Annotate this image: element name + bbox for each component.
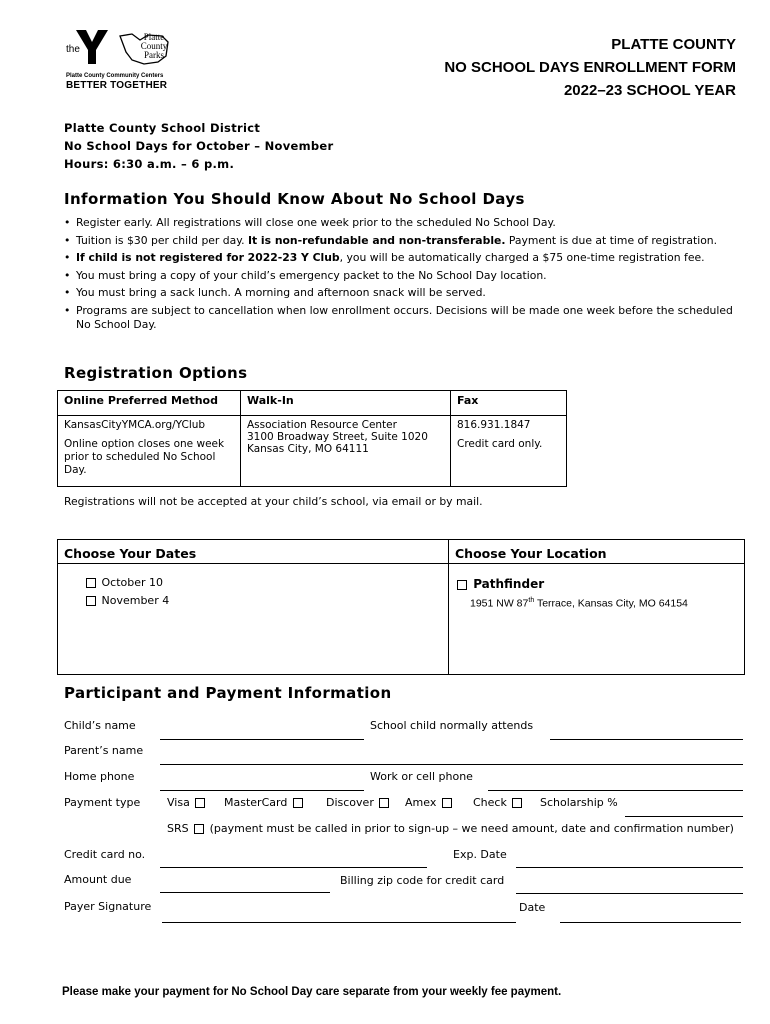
- walkin-cell: [241, 416, 451, 487]
- payer-signature-field[interactable]: [162, 922, 516, 923]
- exp-date-label: Exp. Date: [453, 848, 507, 861]
- info-bullet: • Programs are subject to cancellation when low enrollment occurs. Decisions will be made one week before the scheduled No School Day.: [64, 304, 744, 332]
- fax-cell: [451, 416, 567, 487]
- checkbox-icon[interactable]: [457, 580, 467, 590]
- pay-option-check[interactable]: Check: [473, 796, 524, 809]
- pay-option-discover[interactable]: Discover: [326, 796, 391, 809]
- choose-divider: [448, 539, 449, 674]
- logo-tagline: BETTER TOGETHER: [66, 80, 168, 91]
- dates-heading: Choose Your Dates: [64, 546, 197, 561]
- date-label: October 10: [101, 576, 164, 589]
- district-name: Platte County School District: [64, 121, 261, 135]
- location-option-pathfinder[interactable]: [455, 577, 544, 591]
- registration-heading: Registration Options: [64, 364, 248, 382]
- checkbox-icon[interactable]: [379, 798, 389, 808]
- billing-zip-label: Billing zip code for credit card: [340, 874, 505, 887]
- checkbox-icon[interactable]: [512, 798, 522, 808]
- payer-signature-label: Payer Signature: [64, 900, 152, 913]
- district-hours: Hours: 6:30 a.m. – 6 p.m.: [64, 157, 235, 171]
- location-name: Pathfinder: [473, 577, 545, 591]
- fax-number: 816.931.1847: [457, 419, 531, 431]
- form-title-line1: PLATTE COUNTY: [611, 36, 736, 53]
- srs-note: (payment must be called in prior to sign-up – we need amount, date and confirmation number): [209, 822, 734, 835]
- district-days: No School Days for October – November: [64, 139, 334, 153]
- walkin-city: Kansas City, MO 64111: [247, 443, 369, 455]
- info-bullet-list: [64, 216, 744, 336]
- checkbox-icon[interactable]: [195, 798, 205, 808]
- col-walkin-header: Walk-In: [241, 391, 451, 416]
- date-option-nov4[interactable]: [84, 594, 169, 607]
- choose-header-divider: [57, 563, 744, 564]
- participant-heading: Participant and Payment Information: [64, 684, 392, 702]
- childs-name-label: Child’s name: [64, 719, 136, 732]
- parks-logo-icon: [118, 32, 172, 70]
- school-attends-label: School child normally attends: [370, 719, 534, 732]
- checkbox-icon[interactable]: [194, 824, 204, 834]
- school-attends-field[interactable]: [550, 739, 743, 740]
- pay-option-mastercard[interactable]: MasterCard: [224, 796, 305, 809]
- info-bullet: • Tuition is $30 per child per day. It is non-refundable and non-transferable. Payment is due at time of registration.: [64, 234, 744, 248]
- signature-date-field[interactable]: [560, 922, 741, 923]
- online-cell: [58, 416, 241, 487]
- pay-option-amex[interactable]: Amex: [405, 796, 454, 809]
- payment-type-label: Payment type: [64, 796, 141, 809]
- parks-line-3: Parks: [144, 50, 164, 60]
- date-option-oct10[interactable]: [84, 576, 163, 589]
- info-heading: Information You Should Know About No School Days: [64, 190, 525, 208]
- parks-line-2: County: [140, 41, 168, 51]
- scholarship-label: Scholarship %: [540, 796, 618, 809]
- parents-name-label: Parent’s name: [64, 744, 144, 757]
- work-phone-label: Work or cell phone: [370, 770, 473, 783]
- amount-due-field[interactable]: [160, 892, 330, 893]
- pay-option-srs[interactable]: SRS (payment must be called in prior to sign-up – we need amount, date and confirmation number): [167, 822, 734, 835]
- childs-name-field[interactable]: [160, 739, 364, 740]
- credit-card-label: Credit card no.: [64, 848, 146, 861]
- info-bullet: • You must bring a copy of your child’s emergency packet to the No School Day location.: [64, 269, 744, 283]
- info-bullet: • If child is not registered for 2022-23 Y Club, you will be automatically charged a $75 one-time registration fee.: [64, 251, 744, 265]
- exp-date-field[interactable]: [516, 867, 743, 868]
- parks-line-1: Platte: [143, 32, 165, 42]
- logo-the-text: the: [66, 44, 80, 55]
- walkin-street: 3100 Broadway Street, Suite 1020: [247, 431, 428, 443]
- form-title-line3: 2022–23 SCHOOL YEAR: [563, 82, 736, 99]
- scholarship-field[interactable]: [625, 816, 743, 817]
- amount-due-label: Amount due: [64, 873, 132, 886]
- credit-card-field[interactable]: [160, 867, 427, 868]
- work-phone-field[interactable]: [488, 790, 743, 791]
- home-phone-field[interactable]: [160, 790, 364, 791]
- checkbox-icon[interactable]: [293, 798, 303, 808]
- parents-name-field[interactable]: [160, 764, 743, 765]
- online-note: Online option closes one week prior to scheduled No School Day.: [64, 438, 225, 476]
- logo-subtitle: Platte County Community Centers: [66, 73, 164, 79]
- online-url[interactable]: KansasCityYMCA.org/YClub: [64, 419, 206, 431]
- date-label: November 4: [101, 594, 170, 607]
- info-bullet: • You must bring a sack lunch. A morning and afternoon snack will be served.: [64, 286, 744, 300]
- walkin-name: Association Resource Center: [247, 419, 397, 431]
- signature-date-label: Date: [519, 901, 546, 914]
- pay-option-visa[interactable]: Visa: [167, 796, 207, 809]
- billing-zip-field[interactable]: [516, 893, 743, 894]
- form-title-line2: NO SCHOOL DAYS ENROLLMENT FORM: [444, 59, 736, 76]
- checkbox-icon[interactable]: [86, 578, 96, 588]
- footer-note: Please make your payment for No School Day care separate from your weekly fee payment.: [62, 986, 562, 998]
- ymca-logo-icon: [76, 30, 108, 68]
- location-address: 1951 NW 87th Terrace, Kansas City, MO 64154: [470, 597, 688, 610]
- location-heading: Choose Your Location: [455, 546, 607, 561]
- home-phone-label: Home phone: [64, 770, 135, 783]
- checkbox-icon[interactable]: [442, 798, 452, 808]
- col-online-header: Online Preferred Method: [58, 391, 241, 416]
- checkbox-icon[interactable]: [86, 596, 96, 606]
- fax-note: Credit card only.: [457, 438, 543, 450]
- col-fax-header: Fax: [451, 391, 567, 416]
- info-bullet: • Register early. All registrations will close one week prior to the scheduled No School Day.: [64, 216, 744, 230]
- registration-disclaimer: Registrations will not be accepted at your child’s school, via email or by mail.: [64, 495, 483, 508]
- registration-table: [57, 390, 567, 487]
